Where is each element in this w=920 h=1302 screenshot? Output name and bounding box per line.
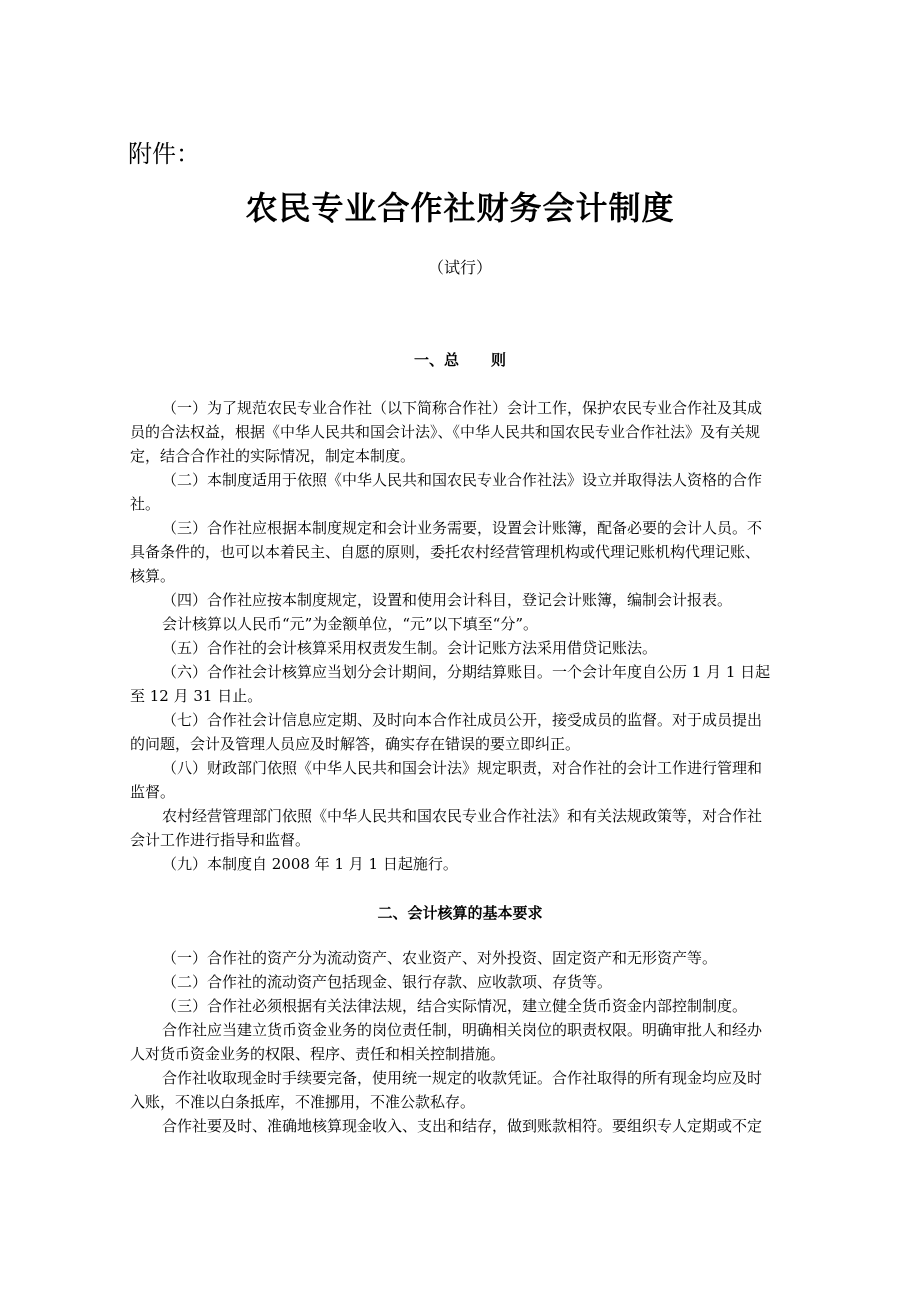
text-line: 核算。 <box>130 567 176 585</box>
heading-part-b: 则 <box>491 351 507 369</box>
document-subtitle: （试行） <box>427 258 492 277</box>
text-line: 的问题，会计及管理人员应及时解答，确实存在错误的要立即纠正。 <box>130 735 581 753</box>
text-line: （一）为了规范农民专业合作社（以下简称合作社）会计工作，保护农民专业合作社及其成 <box>162 399 763 417</box>
text-line: （二）合作社的流动资产包括现金、银行存款、应收款项、存货等。 <box>162 973 613 991</box>
text-line: （五）合作社的会计核算采用权责发生制。会计记账方法采用借贷记账法。 <box>162 639 658 657</box>
text-line: 农村经营管理部门依照《中华人民共和国农民专业合作社法》和有关法规政策等，对合作社 <box>162 807 763 825</box>
text-line: 合作社应当建立货币资金业务的岗位责任制，明确相关岗位的职责权限。明确审批人和经办 <box>162 1021 763 1039</box>
heading-part-a: 一、总 <box>413 351 459 369</box>
section-body-basic-requirements <box>130 946 805 1138</box>
text-line: （三）合作社必须根据有关法律法规，结合实际情况，建立健全货币资金内部控制制度。 <box>162 997 748 1015</box>
text-line: 具备条件的，也可以本着民主、自愿的原则，委托农村经营管理机构或代理记账机构代理记账、 <box>130 543 761 561</box>
text-line: 监督。 <box>130 783 176 801</box>
text-line: 会计核算以人民币“元”为金额单位，“元”以下填至“分”。 <box>162 615 539 633</box>
text-line: （七）合作社会计信息应定期、及时向本合作社成员公开，接受成员的监督。对于成员提出 <box>162 711 763 729</box>
text-line: 至 12 月 31 日止。 <box>130 687 263 705</box>
section-body-general <box>130 396 805 876</box>
document-title: 农民专业合作社财务会计制度 <box>245 189 675 227</box>
text-line: （四）合作社应按本制度规定，设置和使用会计科目，登记会计账簿，编制会计报表。 <box>162 591 733 609</box>
section-heading-basic-requirements: 二、会计核算的基本要求 <box>377 904 543 922</box>
text-line: 定，结合合作社的实际情况，制定本制度。 <box>130 447 416 465</box>
text-line: 合作社要及时、准确地核算现金收入、支出和结存，做到账款相符。要组织专人定期或不定 <box>162 1117 763 1135</box>
text-line: （八）财政部门依照《中华人民共和国会计法》规定职责，对合作社的会计工作进行管理和 <box>162 759 763 777</box>
text-line: （二）本制度适用于依照《中华人民共和国农民专业合作社法》设立并取得法人资格的合作 <box>162 471 763 489</box>
text-line: （三）合作社应根据本制度规定和会计业务需要，设置会计账簿，配备必要的会计人员。不 <box>162 519 763 537</box>
text-line: 入账，不准以白条抵库，不准挪用，不准公款私存。 <box>130 1093 476 1111</box>
text-line: 会计工作进行指导和监督。 <box>130 831 311 849</box>
text-line: 员的合法权益，根据《中华人民共和国会计法》、《中华人民共和国农民专业合作社法》及有关规 <box>130 423 761 441</box>
text-line: （六）合作社会计核算应当划分会计期间，分期结算账目。一个会计年度自公历 1 月 1 日起 <box>162 663 771 681</box>
attachment-label: 附件： <box>128 140 200 168</box>
text-line: 人对货币资金业务的权限、程序、责任和相关控制措施。 <box>130 1045 506 1063</box>
text-line: （九）本制度自 2008 年 1 月 1 日起施行。 <box>162 855 458 873</box>
section-heading-general <box>0 349 920 370</box>
text-line: 合作社收取现金时手续要完备，使用统一规定的收款凭证。合作社取得的所有现金均应及时 <box>162 1069 763 1087</box>
text-line: 社。 <box>130 495 161 513</box>
text-line: （一）合作社的资产分为流动资产、农业资产、对外投资、固定资产和无形资产等。 <box>162 949 718 967</box>
